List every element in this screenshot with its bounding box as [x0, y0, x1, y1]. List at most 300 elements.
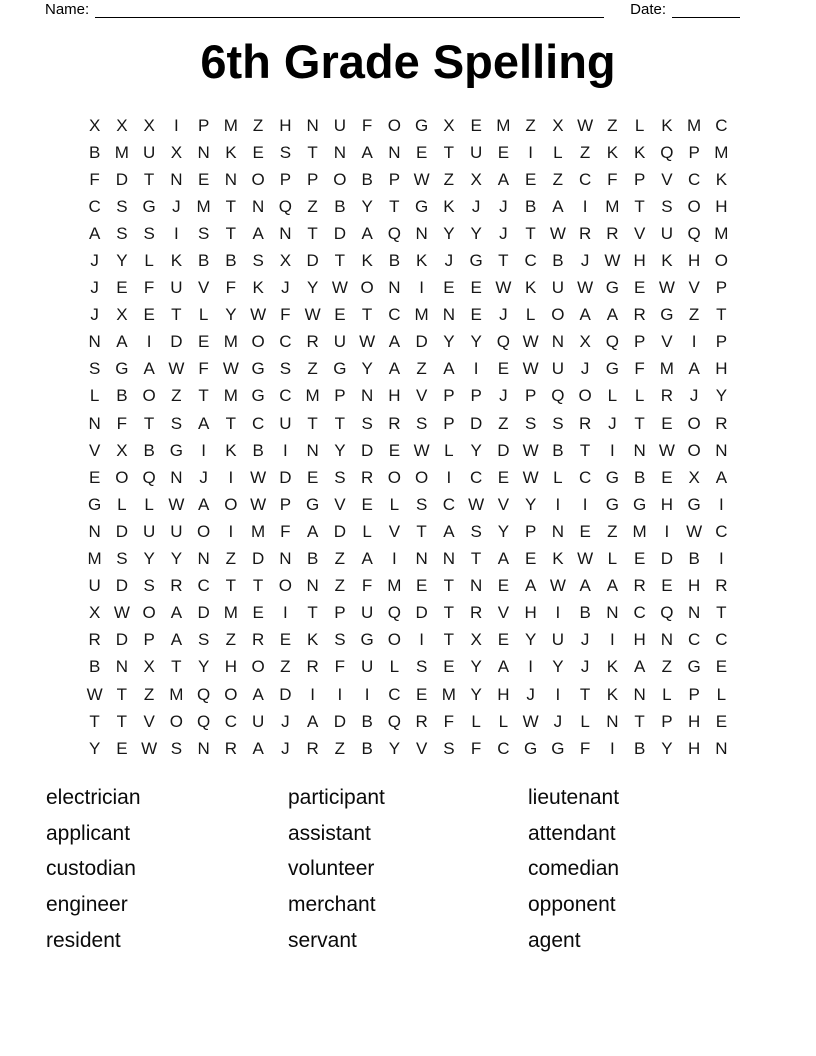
grid-letter: Y — [470, 684, 482, 704]
grid-letter: K — [170, 251, 183, 271]
grid-letter: E — [497, 630, 510, 650]
grid-letter: E — [470, 305, 482, 325]
grid-letter: M — [87, 549, 102, 569]
grid-letter: E — [197, 332, 210, 352]
grid-letter: O — [551, 305, 565, 325]
grid-letter: P — [633, 169, 646, 189]
grid-letter: M — [441, 684, 456, 704]
grid-letter: W — [331, 278, 348, 298]
grid-letter: P — [715, 278, 728, 298]
grid-letter: C — [715, 630, 728, 650]
grid-letter: H — [524, 603, 537, 623]
grid-letter: Y — [552, 657, 564, 677]
grid-letter: K — [524, 278, 537, 298]
grid-letter: H — [497, 684, 510, 704]
grid-letter: S — [334, 630, 346, 650]
grid-letter: V — [688, 278, 700, 298]
grid-letter: W — [250, 494, 267, 514]
grid-letter: N — [197, 549, 210, 569]
grid-letter: E — [661, 467, 673, 487]
grid-letter: J — [90, 278, 99, 298]
grid-letter: E — [443, 657, 455, 677]
grid-letter: C — [715, 521, 728, 541]
grid-letter: A — [252, 684, 264, 704]
grid-letter: K — [606, 657, 619, 677]
grid-letter: W — [141, 738, 158, 758]
grid-letter: E — [415, 684, 428, 704]
word-item: servant — [288, 928, 357, 952]
grid-letter: Q — [387, 603, 401, 623]
word-item: attendant — [528, 821, 616, 845]
grid-letter: R — [388, 413, 401, 433]
grid-letter: V — [143, 711, 155, 731]
grid-letter: D — [115, 576, 129, 596]
grid-letter: N — [279, 549, 292, 569]
date-label: Date: — [630, 1, 666, 18]
grid-letter: W — [250, 305, 267, 325]
grid-letter: E — [252, 142, 264, 162]
grid-letter: J — [499, 196, 508, 216]
grid-letter: C — [251, 413, 265, 433]
grid-letter: F — [116, 413, 128, 433]
grid-letter: T — [307, 223, 318, 243]
grid-letter: T — [116, 711, 128, 731]
grid-letter: P — [524, 386, 537, 406]
grid-letter: K — [606, 142, 619, 162]
grid-letter: N — [469, 576, 483, 596]
grid-letter: D — [279, 467, 292, 487]
grid-letter: I — [555, 684, 561, 704]
grid-letter: D — [115, 169, 129, 189]
grid-letter: N — [687, 603, 701, 623]
grid-letter: X — [143, 115, 155, 135]
grid-letter: B — [252, 440, 264, 460]
grid-letter: L — [580, 711, 590, 731]
grid-letter: T — [307, 413, 318, 433]
grid-letter: J — [499, 223, 508, 243]
grid-letter: V — [415, 738, 428, 758]
grid-letter: N — [279, 223, 292, 243]
grid-letter: Q — [387, 223, 401, 243]
grid-letter: A — [170, 630, 183, 650]
grid-letter: U — [279, 413, 292, 433]
grid-letter: O — [224, 684, 238, 704]
grid-letter: P — [715, 332, 728, 352]
grid-letter: K — [633, 142, 646, 162]
word-list — [46, 780, 770, 958]
grid-letter: U — [170, 521, 183, 541]
grid-letter: L — [389, 657, 400, 677]
grid-letter: V — [197, 278, 210, 298]
grid-letter: S — [279, 359, 292, 379]
grid-letter: E — [661, 413, 673, 433]
grid-letter: I — [446, 467, 452, 487]
grid-letter: S — [170, 738, 183, 758]
grid-letter: W — [522, 359, 539, 379]
grid-letter: C — [88, 196, 101, 216]
grid-letter: M — [714, 142, 729, 162]
grid-letter: W — [168, 494, 185, 514]
grid-letter: W — [413, 440, 430, 460]
grid-letter: I — [473, 359, 479, 379]
grid-letter: C — [197, 576, 210, 596]
grid-letter: E — [497, 359, 510, 379]
grid-letter: G — [360, 630, 374, 650]
grid-letter: B — [197, 251, 210, 271]
grid-letter: C — [687, 169, 701, 189]
grid-letter: Z — [416, 359, 427, 379]
grid-letter: W — [86, 684, 103, 704]
grid-letter: X — [579, 332, 591, 352]
grid-letter: A — [252, 223, 264, 243]
grid-letter: T — [116, 684, 128, 704]
grid-letter: H — [687, 251, 701, 271]
grid-letter: D — [306, 251, 319, 271]
grid-letter: F — [443, 711, 455, 731]
grid-letter: L — [144, 251, 154, 271]
grid-letter: P — [388, 169, 401, 189]
grid-letter: E — [633, 278, 646, 298]
grid-letter: S — [415, 494, 428, 514]
grid-letter: L — [553, 142, 563, 162]
grid-letter: A — [606, 576, 619, 596]
grid-letter: H — [687, 711, 701, 731]
grid-letter: Y — [388, 738, 401, 758]
grid-letter: Q — [197, 684, 211, 704]
grid-letter: V — [415, 386, 428, 406]
grid-letter: M — [196, 196, 211, 216]
grid-letter: R — [469, 603, 483, 623]
grid-letter: G — [142, 196, 156, 216]
grid-letter: Q — [605, 332, 619, 352]
grid-letter: E — [497, 467, 510, 487]
grid-letter: M — [223, 603, 238, 623]
grid-letter: E — [443, 278, 455, 298]
grid-letter: A — [143, 359, 155, 379]
grid-letter: G — [115, 359, 129, 379]
grid-letter: I — [310, 684, 315, 704]
grid-letter: N — [633, 440, 646, 460]
grid-letter: J — [281, 711, 290, 731]
grid-letter: Q — [496, 332, 510, 352]
grid-letter: U — [88, 576, 101, 596]
word-search-grid — [81, 112, 735, 762]
grid-letter: G — [633, 494, 647, 514]
grid-letter: U — [551, 630, 565, 650]
grid-letter: B — [361, 169, 373, 189]
grid-letter: F — [634, 359, 645, 379]
grid-letter: B — [388, 251, 401, 271]
grid-letter: A — [306, 521, 319, 541]
grid-letter: V — [497, 494, 510, 514]
grid-letter: T — [307, 142, 318, 162]
grid-letter: G — [687, 657, 701, 677]
grid-letter: W — [549, 576, 566, 596]
grid-letter: Z — [143, 684, 155, 704]
grid-letter: K — [443, 196, 455, 216]
grid-letter: A — [197, 413, 210, 433]
grid-letter: A — [443, 521, 455, 541]
grid-letter: U — [360, 657, 374, 677]
grid-letter: W — [495, 278, 512, 298]
grid-letter: T — [89, 711, 100, 731]
word-item: electrician — [46, 785, 141, 809]
word-item: lieutenant — [528, 785, 620, 809]
grid-letter: J — [172, 196, 181, 216]
grid-letter: K — [661, 251, 673, 271]
grid-letter: W — [658, 440, 675, 460]
grid-letter: T — [443, 142, 455, 162]
grid-letter: G — [169, 440, 183, 460]
grid-letter: I — [337, 684, 343, 704]
grid-letter: T — [225, 413, 237, 433]
grid-letter: O — [169, 711, 183, 731]
grid-letter: E — [361, 494, 373, 514]
grid-letter: W — [359, 332, 376, 352]
grid-letter: R — [224, 738, 238, 758]
grid-letter: R — [306, 657, 319, 677]
grid-letter: L — [362, 521, 372, 541]
grid-letter: N — [306, 115, 319, 135]
grid-letter: L — [716, 684, 727, 704]
grid-letter: X — [470, 630, 482, 650]
grid-letter: A — [170, 603, 183, 623]
grid-letter: R — [606, 223, 619, 243]
grid-letter: J — [281, 738, 290, 758]
grid-letter: M — [687, 115, 702, 135]
grid-letter: Y — [470, 223, 482, 243]
grid-letter: V — [661, 332, 673, 352]
grid-letter: O — [333, 169, 347, 189]
grid-letter: R — [306, 738, 319, 758]
grid-letter: X — [552, 115, 564, 135]
grid-letter: N — [251, 196, 265, 216]
grid-letter: L — [89, 386, 100, 406]
grid-letter: L — [471, 711, 481, 731]
grid-letter: X — [88, 115, 101, 135]
grid-letter: M — [251, 521, 266, 541]
grid-letter: T — [171, 657, 182, 677]
grid-letter: Y — [524, 630, 537, 650]
grid-letter: Q — [197, 711, 211, 731]
grid-letter: E — [279, 630, 292, 650]
grid-letter: X — [279, 251, 292, 271]
grid-letter: N — [333, 142, 347, 162]
grid-letter: A — [524, 576, 537, 596]
grid-letter: X — [170, 142, 183, 162]
grid-letter: M — [223, 115, 238, 135]
grid-letter: X — [116, 440, 128, 460]
grid-letter: W — [113, 603, 130, 623]
grid-letter: Z — [225, 549, 237, 569]
word-item: assistant — [288, 821, 371, 845]
grid-letter: D — [360, 440, 374, 460]
worksheet-header — [45, 2, 740, 18]
grid-letter: E — [252, 603, 264, 623]
grid-letter: D — [415, 332, 428, 352]
grid-letter: M — [632, 521, 647, 541]
grid-letter: F — [607, 169, 618, 189]
grid-letter: N — [415, 549, 428, 569]
grid-letter: B — [88, 657, 101, 677]
grid-letter: S — [170, 413, 183, 433]
grid-letter: V — [334, 494, 346, 514]
grid-letter: Z — [225, 630, 237, 650]
grid-letter: E — [470, 115, 482, 135]
grid-letter: U — [251, 711, 265, 731]
grid-letter: T — [361, 305, 373, 325]
grid-letter: N — [224, 169, 238, 189]
grid-letter: L — [607, 386, 618, 406]
grid-letter: A — [497, 549, 510, 569]
grid-letter: C — [388, 305, 401, 325]
grid-letter: R — [715, 413, 728, 433]
grid-letter: I — [691, 332, 697, 352]
grid-letter: T — [634, 711, 645, 731]
grid-letter: K — [306, 630, 319, 650]
grid-letter: P — [443, 413, 455, 433]
grid-letter: O — [197, 521, 211, 541]
grid-letter: Y — [170, 549, 183, 569]
grid-letter: H — [279, 115, 292, 135]
grid-letter: I — [528, 142, 533, 162]
grid-letter: K — [606, 684, 619, 704]
grid-letter: E — [306, 467, 319, 487]
grid-letter: P — [197, 115, 210, 135]
grid-letter: A — [497, 657, 510, 677]
grid-letter: N — [170, 467, 183, 487]
grid-letter: W — [522, 440, 539, 460]
grid-letter: L — [634, 386, 645, 406]
grid-letter: Z — [607, 115, 618, 135]
grid-letter: A — [361, 142, 373, 162]
grid-letter: J — [580, 359, 590, 379]
grid-letter: N — [88, 413, 101, 433]
grid-letter: A — [88, 223, 101, 243]
grid-letter: H — [660, 494, 674, 514]
grid-letter: H — [687, 576, 701, 596]
grid-letter: J — [689, 386, 699, 406]
grid-letter: U — [551, 278, 565, 298]
grid-letter: S — [88, 359, 101, 379]
grid-letter: O — [387, 467, 401, 487]
grid-letter: L — [117, 494, 127, 514]
grid-letter: Y — [470, 440, 482, 460]
grid-letter: I — [283, 603, 288, 623]
grid-letter: Z — [525, 115, 536, 135]
grid-letter: H — [687, 738, 701, 758]
word-item: custodian — [46, 857, 136, 881]
grid-letter: Z — [334, 738, 346, 758]
grid-letter: M — [496, 115, 511, 135]
grid-letter: O — [115, 467, 129, 487]
grid-letter: I — [664, 521, 670, 541]
grid-letter: V — [388, 521, 401, 541]
grid-letter: G — [306, 494, 320, 514]
grid-letter: W — [304, 305, 321, 325]
grid-letter: Z — [307, 196, 318, 216]
grid-letter: B — [579, 603, 591, 623]
grid-letter: I — [201, 440, 206, 460]
grid-letter: A — [606, 305, 619, 325]
grid-letter: H — [715, 359, 728, 379]
grid-letter: T — [416, 521, 427, 541]
grid-letter: W — [250, 467, 267, 487]
grid-letter: D — [333, 223, 347, 243]
grid-letter: T — [525, 223, 536, 243]
grid-letter: G — [660, 305, 674, 325]
grid-letter: N — [715, 440, 728, 460]
grid-letter: Q — [660, 142, 674, 162]
grid-letter: J — [444, 251, 454, 271]
grid-letter: N — [442, 305, 456, 325]
grid-letter: H — [388, 386, 401, 406]
grid-letter: R — [306, 332, 319, 352]
grid-letter: Z — [661, 657, 673, 677]
grid-letter: N — [306, 440, 319, 460]
grid-letter: N — [660, 630, 674, 650]
grid-letter: L — [498, 711, 509, 731]
grid-letter: P — [334, 386, 346, 406]
grid-letter: X — [143, 657, 155, 677]
grid-letter: B — [143, 440, 155, 460]
grid-letter: N — [415, 223, 428, 243]
grid-letter: J — [90, 305, 99, 325]
grid-letter: W — [577, 278, 594, 298]
word-item: agent — [528, 928, 581, 952]
grid-letter: D — [333, 711, 347, 731]
grid-letter: C — [388, 684, 401, 704]
grid-letter: S — [116, 196, 128, 216]
word-column-2 — [288, 780, 528, 958]
grid-letter: V — [88, 440, 101, 460]
grid-letter: P — [661, 711, 673, 731]
grid-letter: W — [658, 278, 675, 298]
grid-letter: Z — [607, 521, 618, 541]
grid-letter: I — [174, 115, 179, 135]
grid-letter: B — [361, 738, 373, 758]
grid-letter: A — [388, 359, 401, 379]
grid-letter: Z — [334, 549, 346, 569]
grid-letter: O — [360, 278, 374, 298]
grid-letter: E — [524, 549, 537, 569]
grid-letter: C — [715, 115, 728, 135]
grid-letter: A — [361, 549, 373, 569]
grid-letter: T — [143, 169, 155, 189]
grid-letter: I — [146, 332, 152, 352]
grid-letter: G — [415, 115, 429, 135]
grid-letter: G — [605, 467, 619, 487]
grid-letter: W — [577, 115, 594, 135]
grid-letter: J — [199, 467, 208, 487]
grid-letter: N — [170, 169, 183, 189]
grid-letter: A — [306, 711, 319, 731]
grid-letter: J — [499, 386, 508, 406]
grid-letter: K — [415, 251, 428, 271]
grid-letter: Q — [660, 603, 674, 623]
word-column-1 — [46, 780, 288, 958]
grid-letter: K — [661, 115, 673, 135]
date-blank-line — [672, 2, 740, 18]
grid-letter: M — [305, 386, 320, 406]
grid-letter: J — [580, 251, 590, 271]
grid-letter: A — [252, 738, 264, 758]
grid-letter: B — [552, 251, 564, 271]
grid-letter: N — [88, 332, 101, 352]
grid-letter: Q — [142, 467, 156, 487]
grid-letter: T — [389, 196, 400, 216]
grid-letter: N — [442, 549, 456, 569]
